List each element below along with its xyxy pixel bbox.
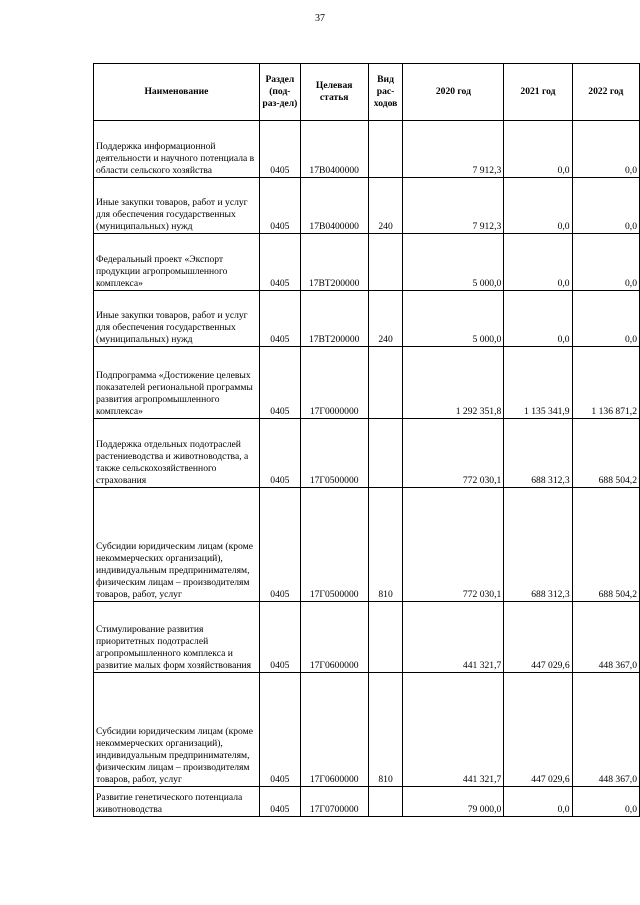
header-section: Раздел (под-раз-дел) [259,64,300,121]
row-2021: 0,0 [504,234,572,291]
row-2021: 447 029,6 [504,673,572,787]
row-section: 0405 [259,234,300,291]
table-row [94,347,640,419]
row-name: Развитие генетического потенциала животноводства [94,787,260,817]
row-target: 17Г0600000 [300,673,368,787]
table-row [94,121,640,178]
table-row [94,602,640,673]
row-expense-type [368,347,403,419]
table-row [94,419,640,488]
table-row [94,488,640,602]
row-section: 0405 [259,347,300,419]
row-expense-type: 240 [368,291,403,347]
header-expense-type: Вид рас-ходов [368,64,403,121]
table-row [94,673,640,787]
row-2020: 79 000,0 [403,787,504,817]
row-section: 0405 [259,602,300,673]
row-target: 17Г0500000 [300,488,368,602]
row-2021: 0,0 [504,787,572,817]
row-name: Подпрограмма «Достижение целевых показателей региональной программы развития агропромышленного комплекса» [94,347,260,419]
row-expense-type: 810 [368,488,403,602]
row-2022: 688 504,2 [572,488,639,602]
row-name: Субсидии юридическим лицам (кроме некоммерческих организаций), индивидуальным предпринимателям, физическим лицам – производителям товаров, работ, услуг [94,673,260,787]
row-name: Иные закупки товаров, работ и услуг для обеспечения государственных (муниципальных) нужд [94,291,260,347]
row-expense-type [368,419,403,488]
row-target: 17ВТ200000 [300,291,368,347]
row-2022: 448 367,0 [572,673,639,787]
row-2022: 0,0 [572,291,639,347]
header-2021: 2021 год [504,64,572,121]
row-2022: 1 136 871,2 [572,347,639,419]
row-2020: 441 321,7 [403,602,504,673]
row-2020: 5 000,0 [403,234,504,291]
row-expense-type: 240 [368,178,403,234]
row-section: 0405 [259,291,300,347]
row-2022: 0,0 [572,121,639,178]
row-expense-type: 810 [368,673,403,787]
table-row [94,291,640,347]
row-2021: 447 029,6 [504,602,572,673]
row-target: 17В0400000 [300,178,368,234]
row-section: 0405 [259,178,300,234]
row-target: 17Г0500000 [300,419,368,488]
row-expense-type [368,234,403,291]
table-row [94,787,640,817]
row-name: Иные закупки товаров, работ и услуг для обеспечения государственных (муниципальных) нужд [94,178,260,234]
row-2020: 441 321,7 [403,673,504,787]
header-2022: 2022 год [572,64,639,121]
row-2020: 1 292 351,8 [403,347,504,419]
row-2022: 688 504,2 [572,419,639,488]
row-2022: 0,0 [572,787,639,817]
row-name: Поддержка отдельных подотраслей растениеводства и животноводства, а также сельскохозяйственного страхования [94,419,260,488]
row-2021: 1 135 341,9 [504,347,572,419]
row-section: 0405 [259,121,300,178]
header-name: Наименование [94,64,260,121]
header-target: Целевая статья [300,64,368,121]
row-2021: 0,0 [504,291,572,347]
header-row [94,64,640,121]
row-2022: 0,0 [572,234,639,291]
row-target: 17Г0600000 [300,602,368,673]
row-2020: 772 030,1 [403,488,504,602]
row-target: 17Г0700000 [300,787,368,817]
page-number: 37 [315,13,325,24]
row-target: 17В0400000 [300,121,368,178]
row-2020: 7 912,3 [403,178,504,234]
row-expense-type [368,787,403,817]
row-section: 0405 [259,419,300,488]
row-2021: 688 312,3 [504,488,572,602]
row-section: 0405 [259,787,300,817]
row-target: 17ВТ200000 [300,234,368,291]
row-name: Федеральный проект «Экспорт продукции агропромышленного комплекса» [94,234,260,291]
row-expense-type [368,602,403,673]
row-2020: 5 000,0 [403,291,504,347]
table-row [94,234,640,291]
row-name: Поддержка информационной деятельности и научного потенциала в области сельского хозяйства [94,121,260,178]
row-target: 17Г0000000 [300,347,368,419]
row-2021: 0,0 [504,121,572,178]
row-2021: 688 312,3 [504,419,572,488]
row-2021: 0,0 [504,178,572,234]
row-2022: 448 367,0 [572,602,639,673]
row-expense-type [368,121,403,178]
row-2020: 7 912,3 [403,121,504,178]
row-2022: 0,0 [572,178,639,234]
row-2020: 772 030,1 [403,419,504,488]
row-name: Стимулирование развития приоритетных подотраслей агропромышленного комплекса и развитие малых форм хозяйствования [94,602,260,673]
row-name: Субсидии юридическим лицам (кроме некоммерческих организаций), индивидуальным предпринимателям, физическим лицам – производителям товаров, работ, услуг [94,488,260,602]
row-section: 0405 [259,488,300,602]
table-row [94,178,640,234]
budget-table [93,63,640,817]
row-section: 0405 [259,673,300,787]
header-2020: 2020 год [403,64,504,121]
